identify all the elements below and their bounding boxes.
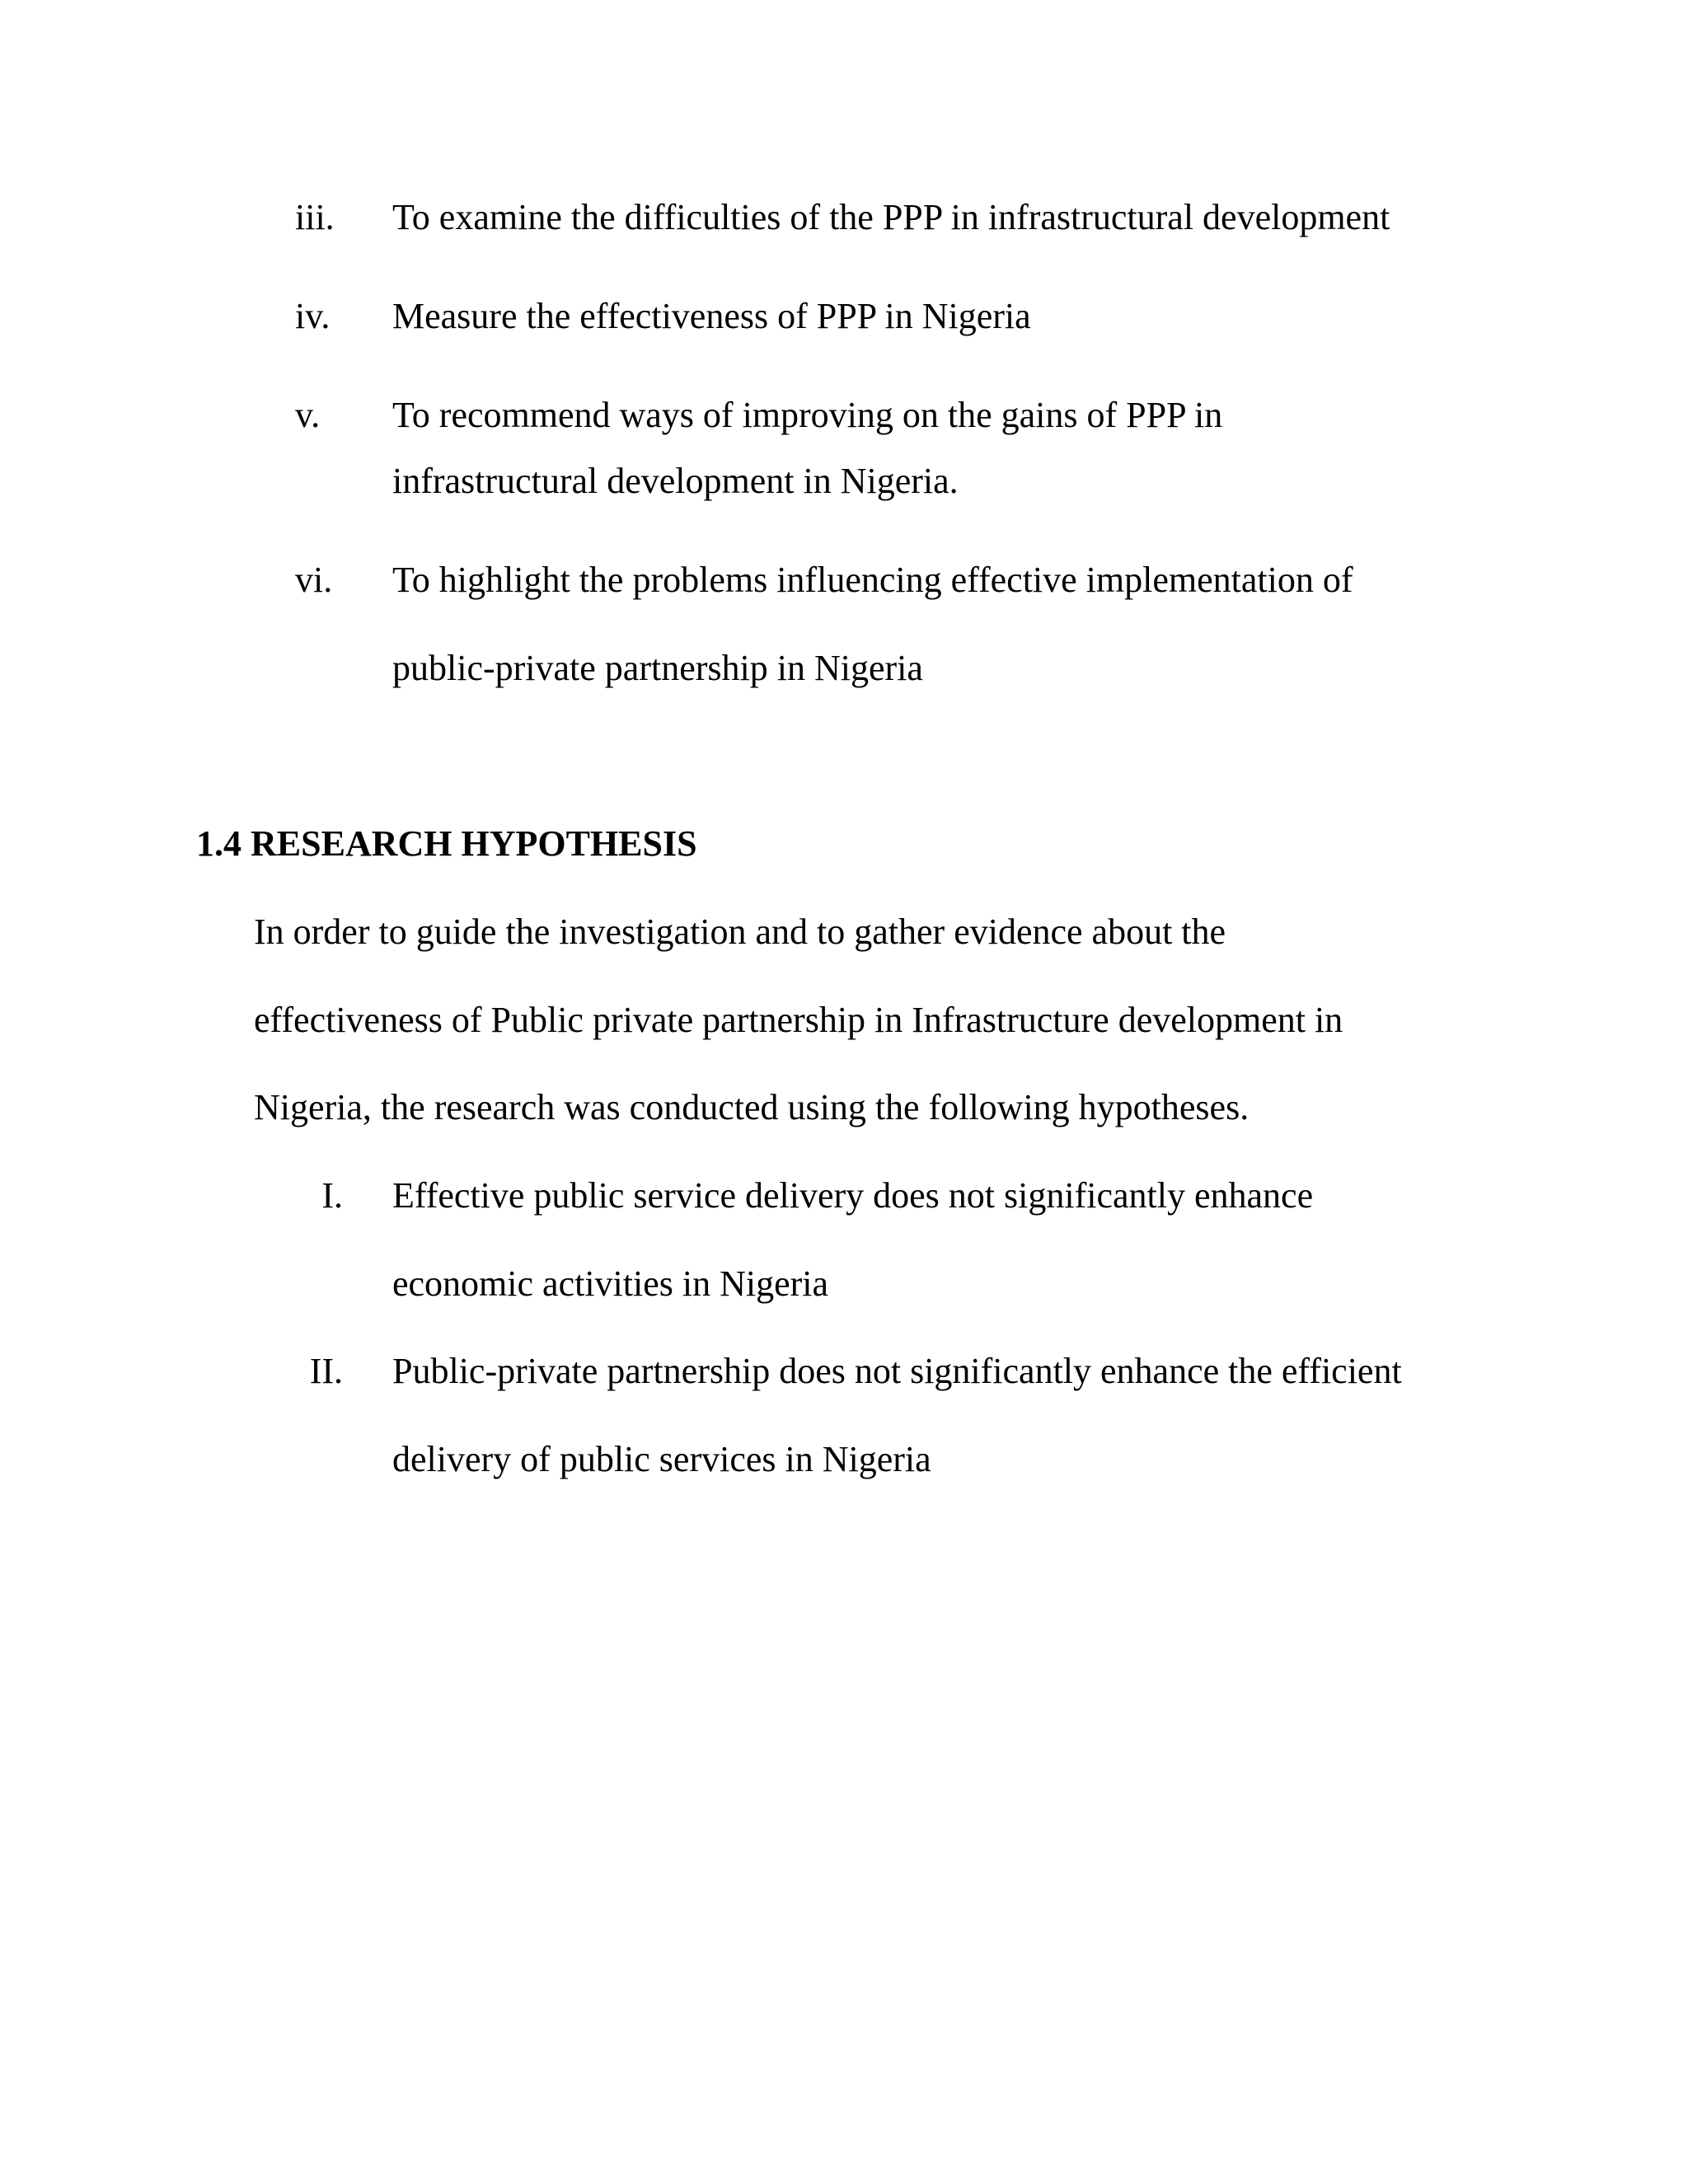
list-text: Measure the effectiveness of PPP in Nigeria: [392, 296, 1031, 336]
list-numeral: iv.: [295, 296, 331, 336]
paragraph-line: In order to guide the investigation and to gather evidence about the: [254, 912, 1226, 952]
list-numeral: iii.: [295, 197, 335, 237]
list-text: To highlight the problems influencing effective implementation of: [392, 560, 1353, 600]
section-heading: 1.4 RESEARCH HYPOTHESIS: [196, 823, 697, 864]
list-text: Public-private partnership does not significantly enhance the efficient: [392, 1351, 1402, 1391]
list-text: public-private partnership in Nigeria: [392, 648, 923, 688]
list-text: infrastructural development in Nigeria.: [392, 461, 959, 501]
list-text: To recommend ways of improving on the gains of PPP in: [392, 395, 1223, 435]
list-text: Effective public service delivery does not significantly enhance: [392, 1175, 1314, 1216]
list-numeral: II.: [309, 1351, 343, 1391]
list-text: economic activities in Nigeria: [392, 1263, 829, 1304]
list-numeral: I.: [321, 1175, 343, 1216]
list-text: delivery of public services in Nigeria: [392, 1439, 931, 1479]
paragraph-line: effectiveness of Public private partnership in Infrastructure development in: [254, 1000, 1343, 1040]
list-numeral: vi.: [295, 560, 333, 600]
paragraph-line: Nigeria, the research was conducted using the following hypotheses.: [254, 1087, 1250, 1127]
list-numeral: v.: [295, 395, 321, 435]
list-text: To examine the difficulties of the PPP in infrastructural development: [392, 197, 1390, 237]
